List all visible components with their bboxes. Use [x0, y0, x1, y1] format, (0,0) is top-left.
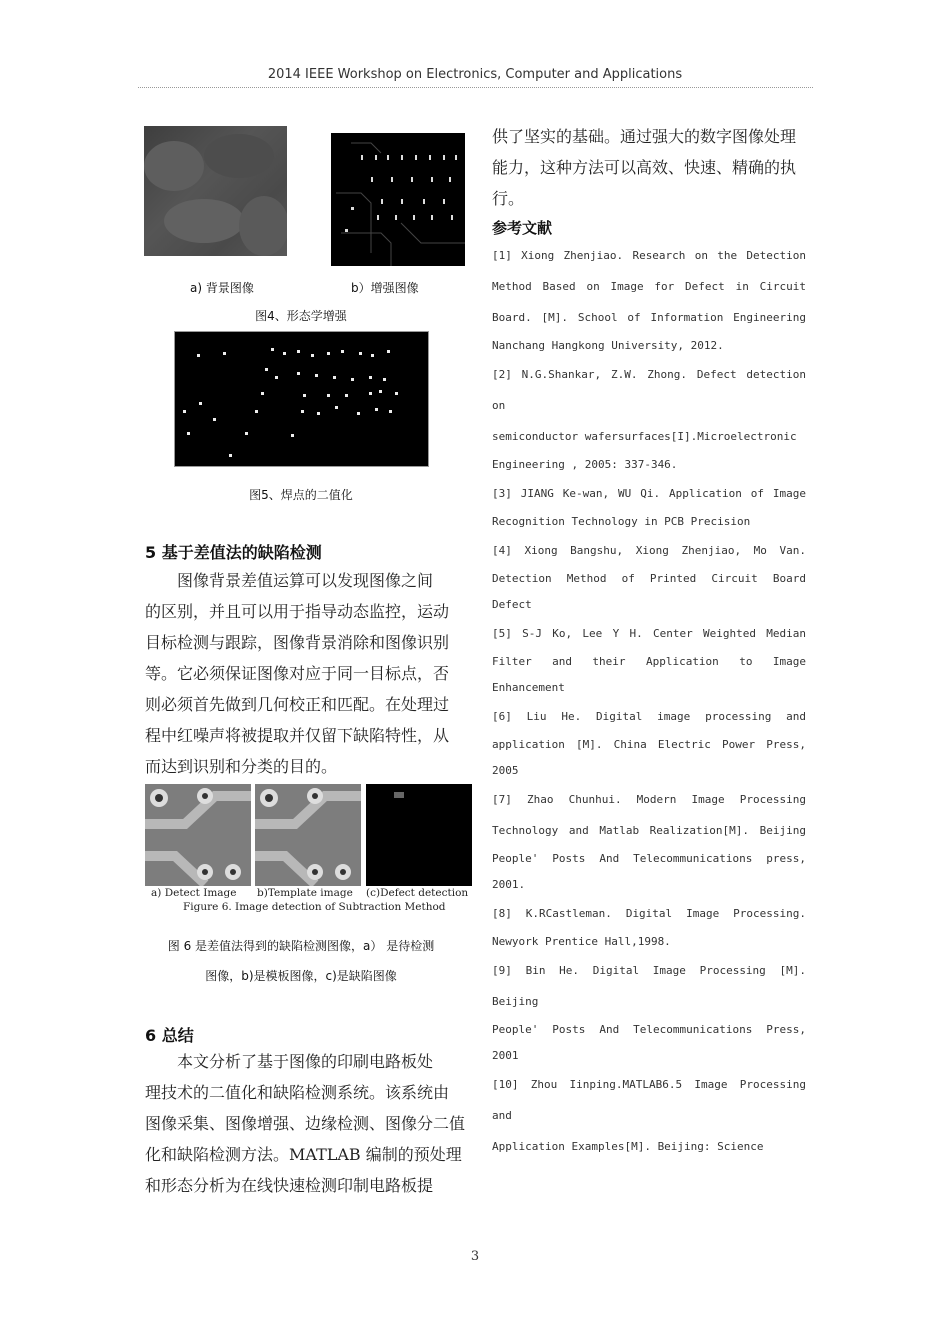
figure6b-template-image — [255, 784, 361, 886]
header-divider — [138, 87, 813, 88]
figure6a-label: a) Detect Image — [151, 887, 237, 899]
figure6-caption-line2: 图像，b)是模板图像，c)是缺陷图像 — [205, 969, 397, 983]
reference-line: Engineering , 2005: 337-346. — [492, 458, 678, 471]
reference-line: [1] Xiong Zhenjiao. Research on the Detection — [492, 249, 806, 262]
figure6c-defect — [366, 784, 472, 886]
reference-line: Filter and their Application to Image Enhancement — [492, 655, 806, 694]
reference-line: Application Examples[M]. Beijing: Science — [492, 1140, 764, 1153]
figure6 — [145, 784, 472, 918]
reference-line: [9] Bin He. Digital Image Processing [M]. Beijing — [492, 964, 806, 1008]
reference-line: [2] N.G.Shankar, Z.W. Zhong. Defect detection on — [492, 368, 806, 412]
figure6a-detect-image — [145, 784, 251, 886]
figure6a-pcb — [145, 784, 251, 886]
reference-line: [3] JIANG Ke-wan, WU Qi. Application of Image — [492, 487, 806, 500]
text-line: 程中红噪声将被提取并仅留下缺陷特性，从 — [145, 726, 450, 745]
figure5-dots — [175, 332, 428, 466]
reference-line: People' Posts And Telecommunications Press, 2001 — [492, 1023, 806, 1062]
section5-heading: 5 基于差值法的缺陷检测 — [145, 543, 322, 562]
text-line: 的区别，并且可以用于指导动态监控，运动 — [145, 602, 450, 621]
section6-paragraph — [145, 1046, 465, 1201]
reference-line: [7] Zhao Chunhui. Modern Image Processing — [492, 793, 806, 806]
text-line: 图像采集、图像增强、边缘检测、图像分二值 — [145, 1114, 466, 1133]
figure4-caption: 图4、形态学增强 — [255, 309, 347, 323]
reference-line: Recognition Technology in PCB Precision — [492, 515, 751, 528]
text-line: 能力，这种方法可以高效、快速、精确的执行。 — [492, 158, 797, 208]
figure4a-background-image — [144, 126, 287, 267]
figure4a-subcaption: a) 背景图像 — [190, 281, 254, 295]
figure4a-texture — [144, 126, 287, 267]
reference-line: [8] K.RCastleman. Digital Image Processing. — [492, 907, 806, 920]
text-line: 理技术的二值化和缺陷检测系统。该系统由 — [145, 1083, 450, 1102]
reference-line: [5] S-J Ko, Lee Y H. Center Weighted Median — [492, 627, 806, 640]
page-number: 3 — [470, 1249, 480, 1264]
figure5-binarized-image — [174, 331, 429, 467]
text-line: 目标检测与跟踪，图像背景消除和图像识别 — [145, 633, 450, 652]
figure6b-label: b)Template image — [257, 887, 353, 899]
figure6-title: Figure 6. Image detection of Subtraction Method — [183, 901, 446, 913]
right-column-continuation — [492, 121, 822, 214]
reference-line: semiconductor wafersurfaces[I].Microelectronic — [492, 430, 797, 443]
text-line: 和形态分析为在线快速检测印制电路板提 — [145, 1176, 434, 1195]
figure4b-enhanced-image — [331, 133, 465, 266]
figure6-caption-line1: 图 6 是差值法得到的缺陷检测图像，a） 是待检测 — [167, 939, 435, 953]
references-heading: 参考文献 — [492, 219, 553, 237]
reference-line: Method Based on Image for Defect in Circuit — [492, 280, 806, 293]
figure6c-defect-image — [366, 784, 472, 886]
reference-line: Board. [M]. School of Information Engineering — [492, 311, 806, 324]
text-line: 供了坚实的基础。通过强大的数字图像处理 — [492, 127, 797, 146]
reference-line: [10] Zhou Iinping.MATLAB6.5 Image Processing and — [492, 1078, 806, 1122]
section5-paragraph — [145, 565, 465, 782]
reference-line: People' Posts And Telecommunications press, 2001. — [492, 852, 806, 891]
text-line: 等。它必须保证图像对应于同一目标点，否 — [145, 664, 450, 683]
references-list — [492, 240, 806, 1162]
reference-line: Technology and Matlab Realization[M]. Beijing — [492, 824, 806, 837]
reference-line: Nanchang Hangkong University, 2012. — [492, 339, 724, 352]
reference-line: [6] Liu He. Digital image processing and — [492, 710, 806, 723]
reference-line: Detection Method of Printed Circuit Board Defect — [492, 572, 806, 611]
reference-line: [4] Xiong Bangshu, Xiong Zhenjiao, Mo Van. — [492, 544, 806, 557]
figure6b-pcb — [255, 784, 361, 886]
text-line: 图像背景差值运算可以发现图像之间 — [177, 571, 434, 590]
figure4b-subcaption: b）增强图像 — [351, 281, 419, 295]
reference-line: application [M]. China Electric Power Press, 2005 — [492, 738, 806, 777]
running-header: 2014 IEEE Workshop on Electronics, Computer and Applications — [267, 67, 683, 82]
text-line: 化和缺陷检测方法。MATLAB 编制的预处理 — [145, 1145, 462, 1164]
section6-heading: 6 总结 — [145, 1026, 194, 1045]
reference-line: Newyork Prentice Hall,1998. — [492, 935, 671, 948]
text-line: 而达到识别和分类的目的。 — [145, 757, 338, 776]
figure6c-label: (c)Defect detection — [366, 887, 469, 899]
text-line: 本文分析了基于图像的印刷电路板处 — [177, 1052, 434, 1071]
figure5-caption: 图5、焊点的二值化 — [249, 488, 353, 502]
text-line: 则必须首先做到几何校正和匹配。在处理过 — [145, 695, 450, 714]
figure4b-dots — [331, 133, 465, 266]
